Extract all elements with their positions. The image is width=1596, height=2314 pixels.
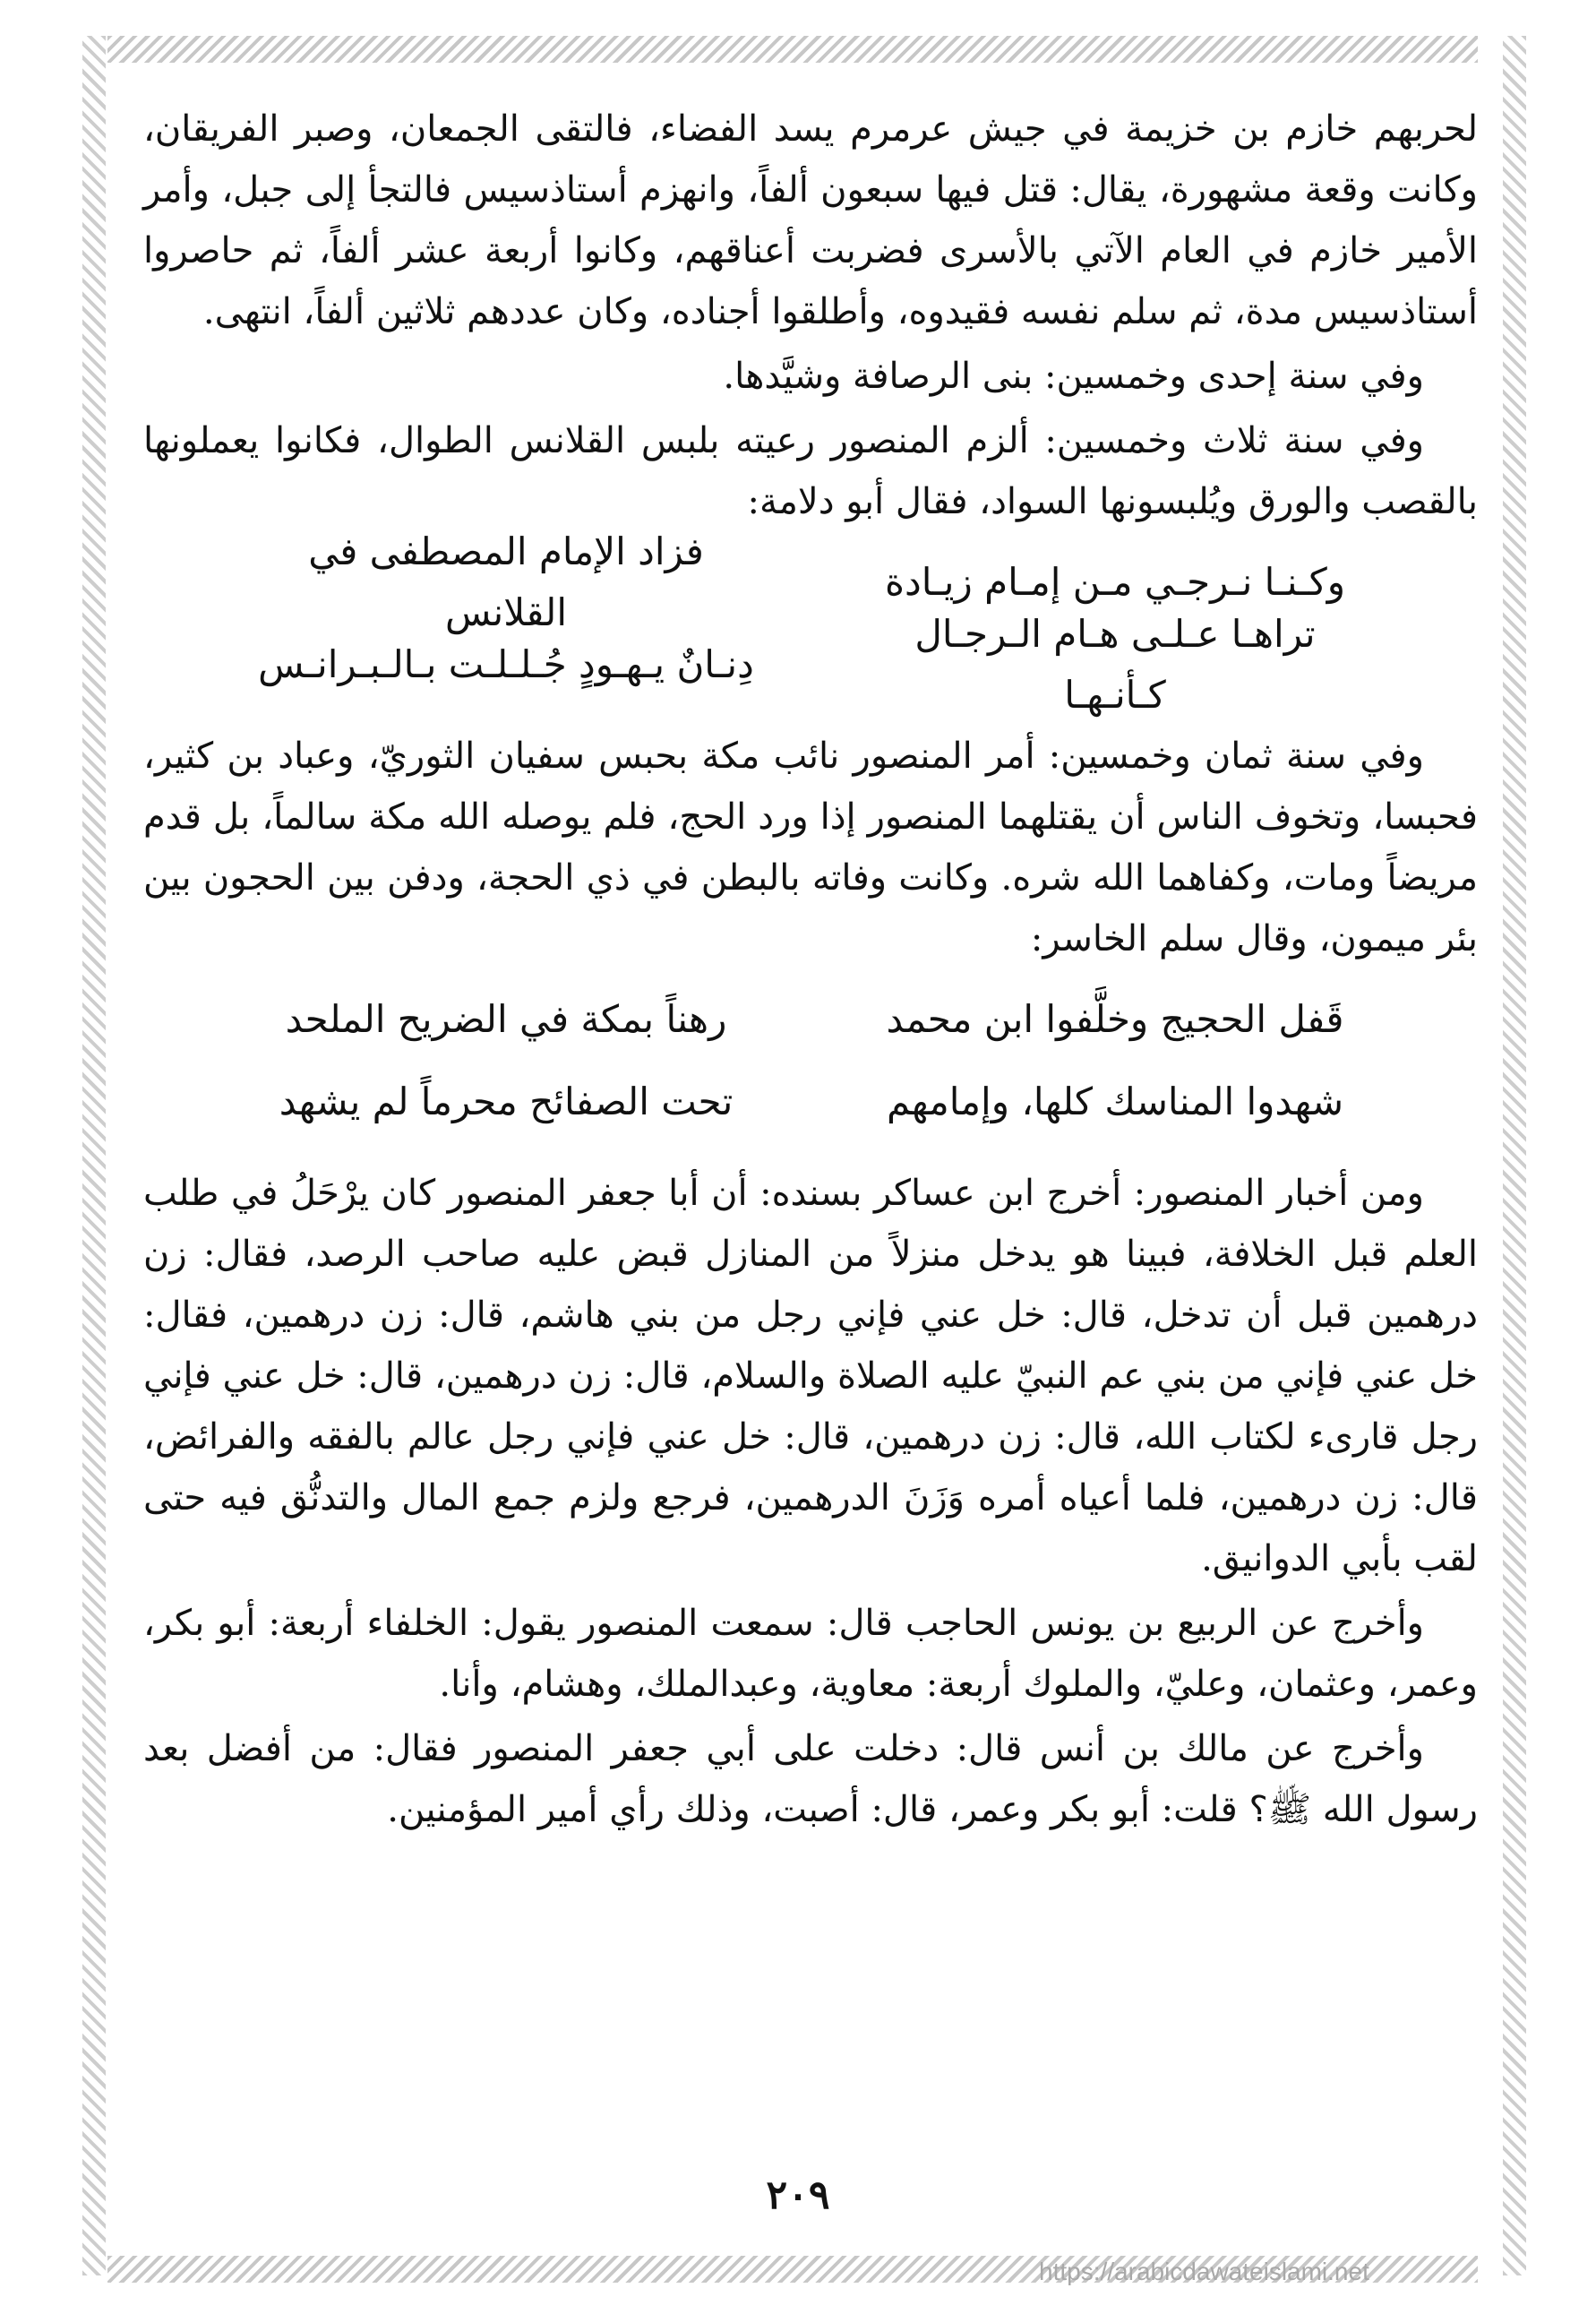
verse-second-hemistich: دِنـانٌ يـهـودٍ جُـلـلـت بـالـبـرانـس	[258, 642, 754, 686]
paragraph: وأخرج عن الربيع بن يونس الحاجب قال: سمعت المنصور يقول: الخلفاء أربعة: أبو بكر، وعمر، وعثمان، وعليّ، والملوك أربعة: معاوية، وعبدالملك، وهشام، وأنا.	[143, 1603, 1478, 1705]
top-border-ornament	[107, 36, 1478, 63]
page-number: ٢٠٩	[766, 2172, 830, 2218]
page-body	[143, 99, 1478, 2159]
verse-second-hemistich: فزاد الإمام المصطفى في القلانس	[308, 529, 704, 634]
paragraph: وفي سنة ثمان وخمسين: أمر المنصور نائب مكة بحبس سفيان الثوريّ، وعباد بن كثير، فحبسا، وتخوف الناس أن يقتلهما المنصور إذا ورد الحج، فلم يوصله الله مكة سالماً، بل قدم مريضاً ومات، وكفاهما الله شره. وكانت وفاته بالبطن في ذي الحجة، ودفن بين الحجون بين بئر ميمون، وقال سلم الخاسر:	[143, 735, 1478, 959]
watermark-url: https://arabicdawateislami.net	[1039, 2258, 1369, 2285]
paragraph: وأخرج عن مالك بن أنس قال: دخلت على أبي جعفر المنصور فقال: من أفضل بعد رسول الله ﷺ؟ قلت: أبو بكر وعمر، قال: أصبت، وذلك رأي أمير المؤمنين.	[143, 1728, 1478, 1830]
verse-first-hemistich: شهدوا المناسك كلها، وإمامهم	[886, 1080, 1344, 1123]
verse-first-hemistich: وكـنـا نـرجـي مـن إمـام زيـادة	[884, 560, 1346, 604]
verse-second-hemistich: رهناً بمكة في الضريح الملحد	[285, 997, 727, 1041]
paragraph: ومن أخبار المنصور: أخرج ابن عساكر بسنده: أن أبا جعفر المنصور كان يرْحَلُ في طلب العلم قبل الخلافة، فبينا هو يدخل منزلاً من المنازل قبض عليه صاحب الرصد، فقال: زن درهمين قبل أن تدخل، قال: خل عني فإني رجل من بني هاشم، قال: زن درهمين، فقال: خل عني فإني من بني عم النبيّ عليه الصلاة والسلام، قال: زن درهمين، قال: خل عني فإني رجل قارىء لكتاب الله، قال: زن درهمين، قال: خل عني فإني رجل عالم بالفقه والفرائض، قال: زن درهمين، فلما أعياه أمره وَزَنَ الدرهمين، فرجع ولزم جمع المال والتدنُّق فيه حتى لقب بأبي الدوانيق.	[143, 1173, 1478, 1579]
verse-line	[143, 1061, 1478, 1143]
poem-salm-al-khasir	[143, 978, 1478, 1143]
paragraph: وفي سنة ثلاث وخمسين: ألزم المنصور رعيته بلبس القلانس الطوال، فكانوا يعملونها بالقصب والورق ويُلبسونها السواد، فقال أبو دلامة:	[143, 420, 1478, 522]
poem-abu-dulama	[143, 529, 1478, 717]
paragraph: لحربهم خازم بن خزيمة في جيش عرمرم يسد الفضاء، فالتقى الجمعان، وصبر الفريقان، وكانت وقعة مشهورة، يقال: قتل فيها سبعون ألفاً، وانهزم أستاذسيس فالتجأ إلى جبل، وأمر الأمير خازم في العام الآتي بالأسرى فضربت أعناقهم، وكانوا أربعة عشر ألفاً، ثم حاصروا أستاذسيس مدة، ثم سلم نفسه فقيدوه، وأطلقوا أجناده، وكان عددهم ثلاثين ألفاً، انتهى.	[143, 108, 1478, 332]
verse-line	[143, 612, 1478, 717]
verse-second-hemistich: تحت الصفائح محرماً لم يشهد	[279, 1080, 734, 1123]
verse-line	[143, 978, 1478, 1061]
verse-first-hemistich: تراهـا عـلـى هـام الـرجـال كـأنـهـا	[914, 612, 1316, 717]
right-border-ornament	[1503, 36, 1526, 2275]
paragraph: وفي سنة إحدى وخمسين: بنى الرصافة وشيَّدها.	[723, 356, 1424, 397]
left-border-ornament	[82, 36, 106, 2275]
verse-first-hemistich: قَفل الحجيج وخلَّفوا ابن محمد	[886, 997, 1344, 1041]
